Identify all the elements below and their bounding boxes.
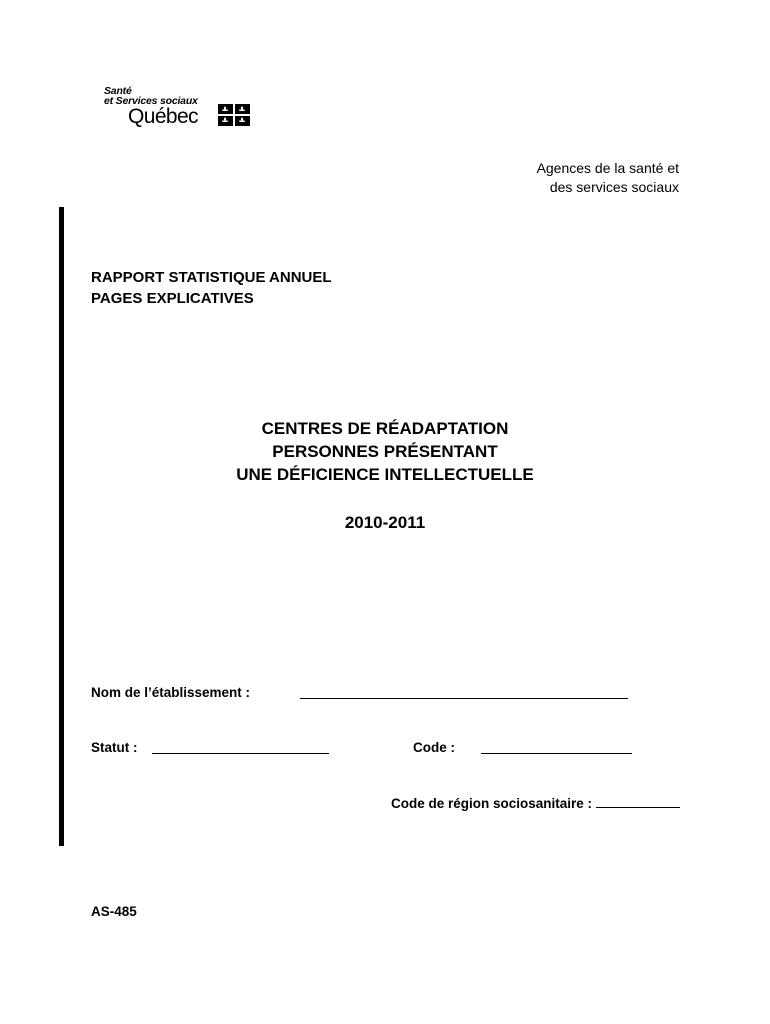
title-line-2: PERSONNES PRÉSENTANT bbox=[272, 442, 498, 461]
form-code: AS-485 bbox=[91, 904, 137, 919]
logo-wordmark: Québec bbox=[128, 105, 198, 128]
status-field[interactable] bbox=[152, 753, 329, 754]
logo-line-services: et Services sociaux bbox=[104, 95, 198, 107]
code-field[interactable] bbox=[481, 753, 632, 754]
logo-line-sante: Santé bbox=[104, 85, 132, 97]
establishment-label: Nom de l’établissement : bbox=[91, 685, 251, 700]
title-line-1: CENTRES DE RÉADAPTATION bbox=[261, 419, 509, 438]
report-heading bbox=[91, 267, 332, 309]
region-code-label: Code de région sociosanitaire : bbox=[390, 796, 592, 811]
establishment-field[interactable] bbox=[300, 698, 628, 699]
quebec-flag-icon bbox=[218, 104, 250, 126]
fiscal-year: 2010-2011 bbox=[344, 513, 426, 532]
agencies-line-2: des services sociaux bbox=[549, 179, 679, 195]
report-heading-line-1: RAPPORT STATISTIQUE ANNUEL bbox=[91, 269, 332, 286]
quebec-logo bbox=[104, 86, 264, 132]
report-heading-line-2: PAGES EXPLICATIVES bbox=[91, 290, 254, 307]
agencies-header bbox=[537, 159, 679, 197]
region-code-field[interactable] bbox=[596, 795, 680, 808]
document-title bbox=[0, 417, 770, 486]
region-code-row bbox=[391, 795, 680, 811]
status-label: Statut : bbox=[91, 740, 138, 755]
title-line-3: UNE DÉFICIENCE INTELLECTUELLE bbox=[236, 465, 534, 484]
code-label: Code : bbox=[413, 740, 455, 755]
agencies-line-1: Agences de la santé et bbox=[536, 160, 679, 176]
